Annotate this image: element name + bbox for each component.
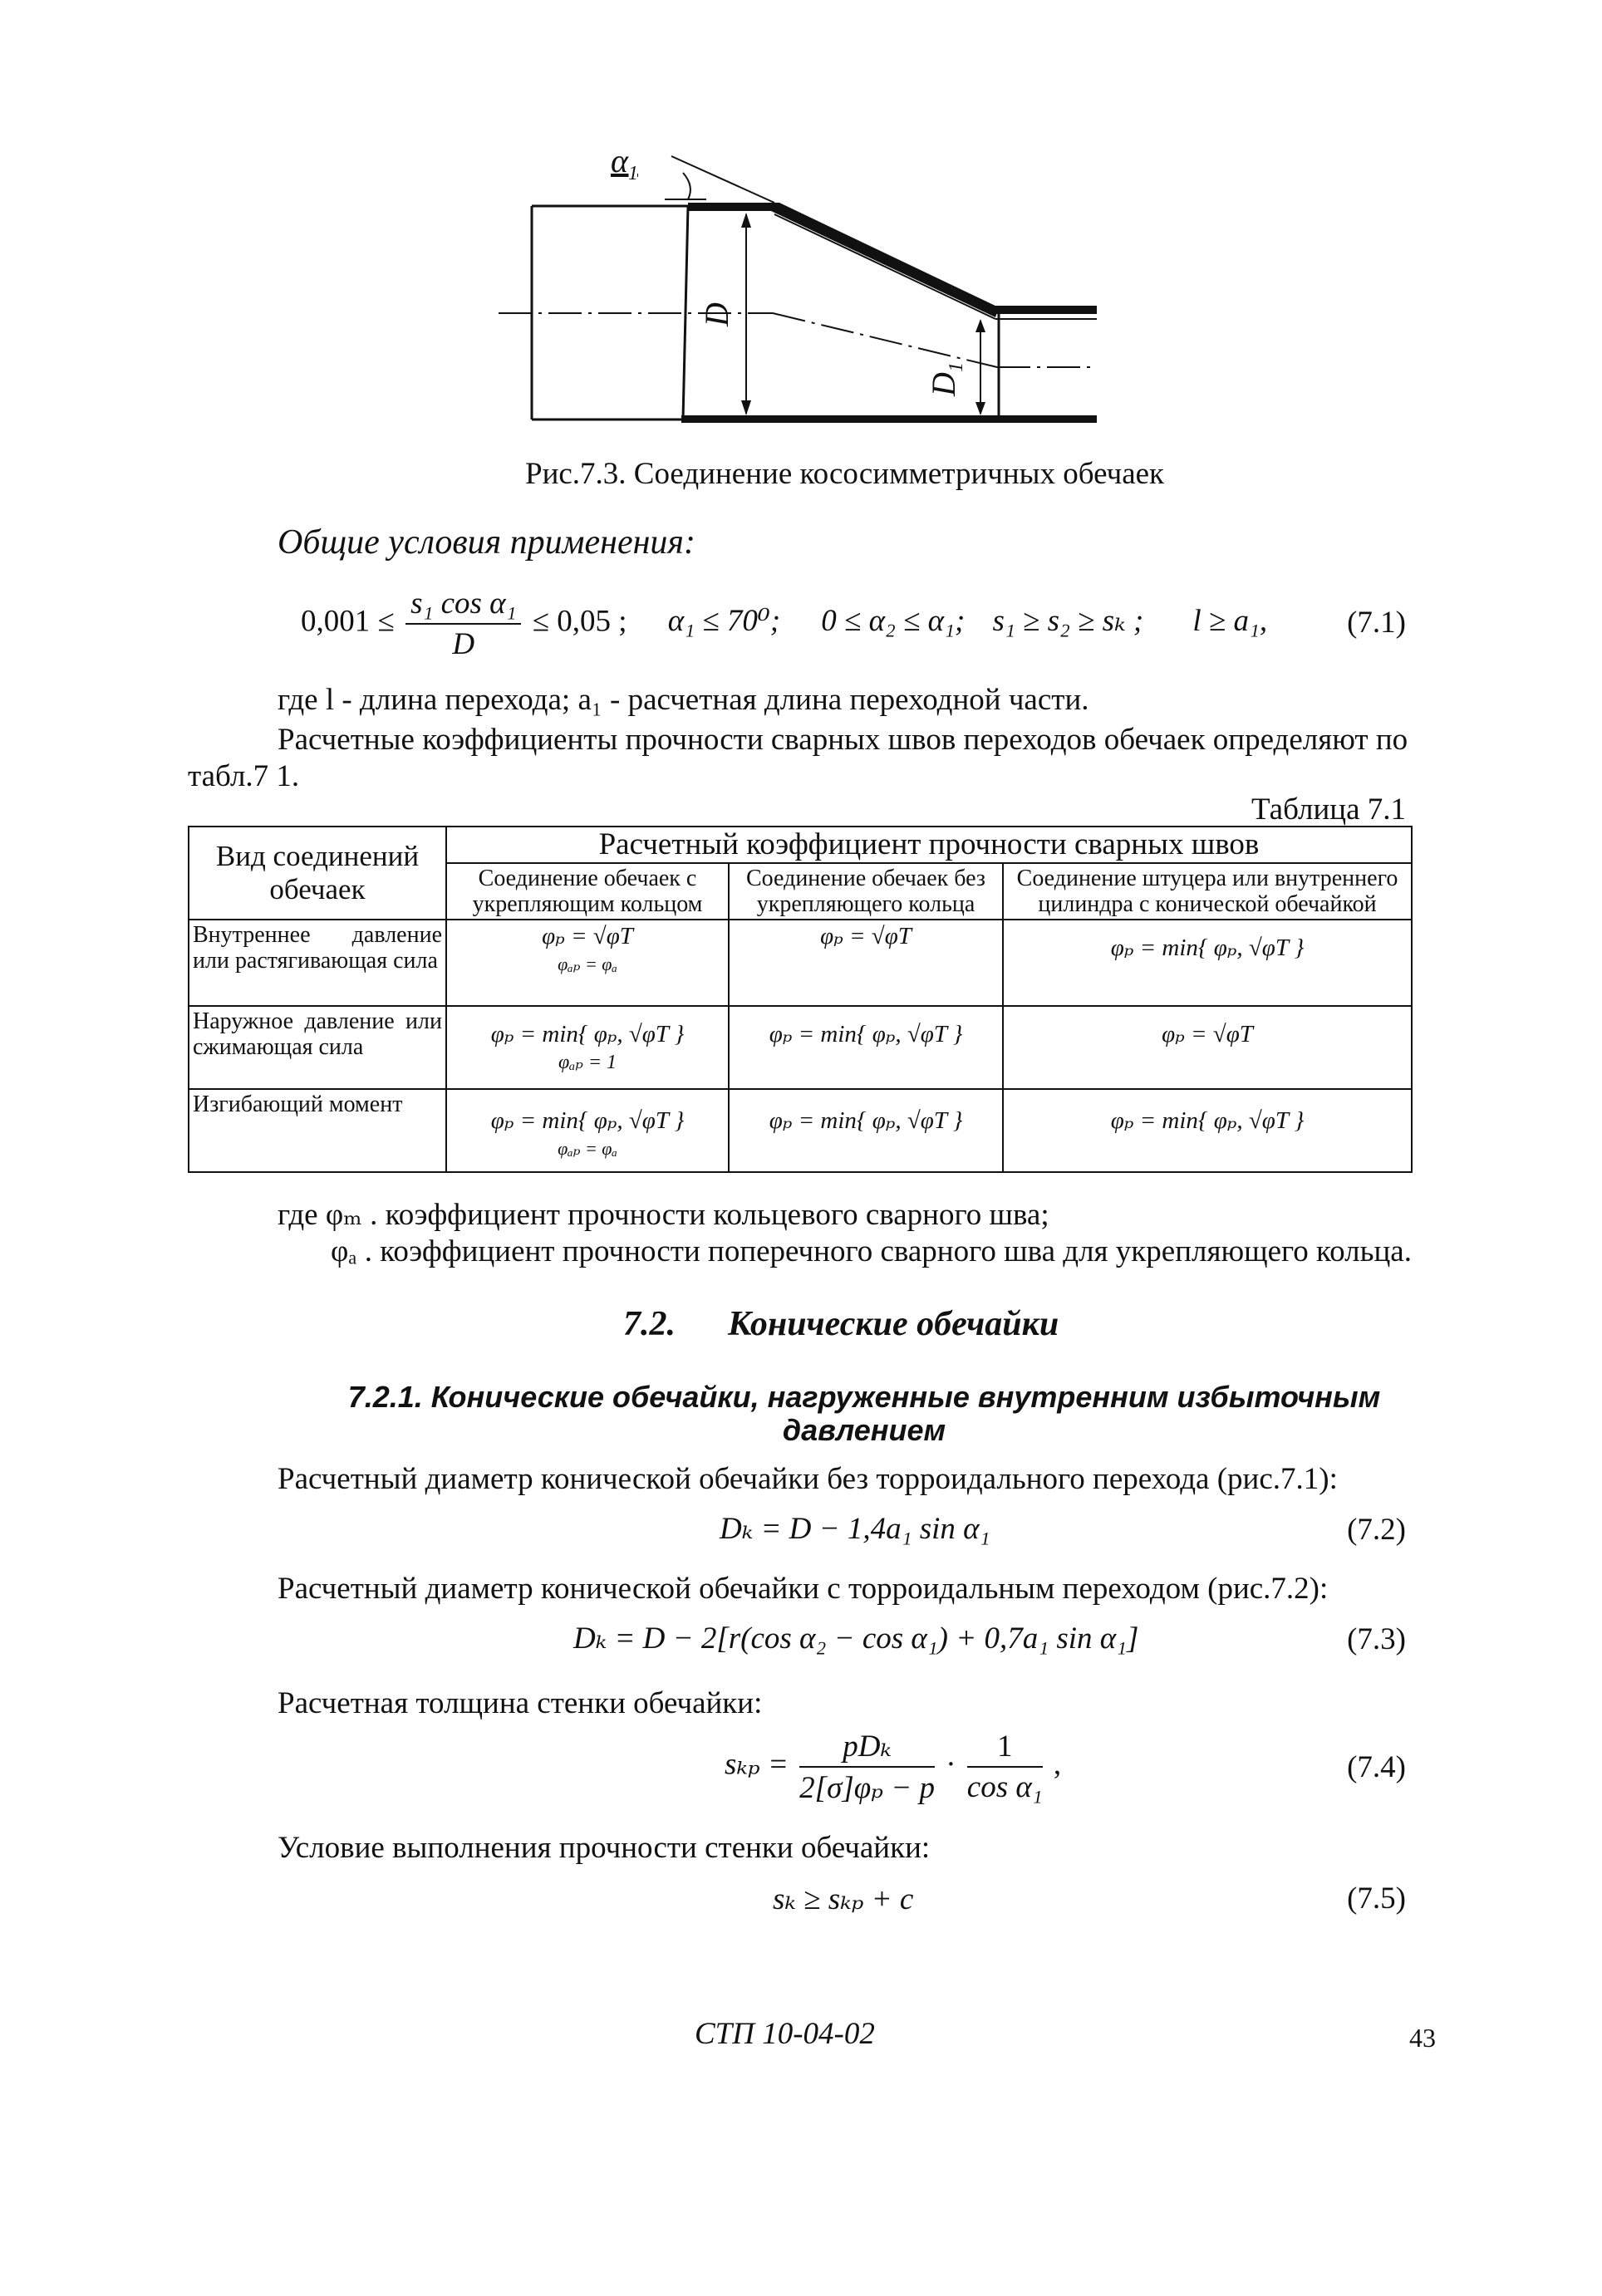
cell-formula: φₚ = √φT φₐₚ = φₐ bbox=[446, 920, 729, 1006]
text-7-3: Расчетный диаметр конической обечайки с торроидальным переходом (рис.7.2): bbox=[278, 1572, 1329, 1606]
formula-number-7-4: (7.4) bbox=[1347, 1750, 1406, 1784]
formula-number-7-2: (7.2) bbox=[1347, 1513, 1406, 1547]
cell-formula: φₚ = min{ φₚ, √φT } φₐₚ = 1 bbox=[446, 1006, 729, 1089]
footer-page-number: 43 bbox=[1409, 2023, 1436, 2053]
table-row bbox=[189, 1006, 1412, 1089]
formula-number-7-5: (7.5) bbox=[1347, 1881, 1406, 1916]
formula-number-7-3: (7.3) bbox=[1347, 1622, 1406, 1656]
text-7-4: Расчетная толщина стенки обечайки: bbox=[278, 1686, 763, 1720]
where-text-2-line-2: φₐ . коэффициент прочности поперечного сварного шва для укрепляющего кольца. bbox=[331, 1234, 1412, 1268]
cell-formula: φₚ = min{ φₚ, √φT } φₐₚ = φₐ bbox=[446, 1089, 729, 1172]
cell-formula: φₚ = √φT bbox=[729, 920, 1003, 1006]
row-label-external-pressure: Наружное давление или сжимающая сила bbox=[189, 1006, 446, 1089]
figure-label-d1: $D_1$ bbox=[924, 362, 967, 396]
section-heading-7-2: 7.2. Конические обечайки bbox=[623, 1305, 1059, 1343]
paragraph-1-line-2: табл.7 1. bbox=[188, 759, 300, 793]
text-7-2: Расчетный диаметр конической обечайки без торроидального перехода (рис.7.1): bbox=[278, 1462, 1338, 1496]
table-header-group: Расчетный коэффициент прочности сварных швов bbox=[446, 827, 1412, 863]
formula-7-2: Dₖ = D − 1,4a₁ sin α₁ bbox=[720, 1512, 990, 1546]
cell-formula: φₚ = min{ φₚ, √φT } bbox=[1003, 1089, 1412, 1172]
footer-document-code: СТП 10-04-02 bbox=[695, 2017, 875, 2051]
paragraph-1-line-1: Расчетные коэффициенты прочности сварных швов переходов обечаек определяют по bbox=[278, 723, 1408, 757]
formula-7-1: 0,001 ≤ $\frac{\text{s₁ cos α₁}}{D}$ ≤ 0,05 ; α₁ ≤ 70⁰; 0 ≤ α₂ ≤ α₁; s₁ ≥ s₂ ≥ sₖ ; l ≥ a₁, bbox=[301, 586, 1268, 661]
formula-7-4: sₖₚ = $\frac{\text{pDₖ}}{\text{2[σ]φₚ − p}}$ · $\frac{1}{\text{cos α₁}}$ , bbox=[725, 1729, 1062, 1805]
table-row bbox=[189, 1089, 1412, 1172]
cell-formula: φₚ = min{ φₚ, √φT } bbox=[729, 1089, 1003, 1172]
cell-formula: φₚ = min{ φₚ, √φT } bbox=[1003, 920, 1412, 1006]
figure-label-alpha: $\alpha_1$ bbox=[611, 142, 638, 184]
row-label-internal-pressure: Внутреннее давление или растягивающая сила bbox=[189, 920, 446, 1006]
cell-formula: φₚ = min{ φₚ, √φT } bbox=[729, 1006, 1003, 1089]
cell-formula: φₚ = √φT bbox=[1003, 1006, 1412, 1089]
table-subheader-nozzle: Соединение штуцера или внутреннего цилиндра с конической обечайкой bbox=[1003, 863, 1412, 920]
figure-7-3-drawing bbox=[499, 141, 1097, 440]
table-header-connection-type: Вид соединений обечаек bbox=[189, 827, 446, 920]
section-heading-7-2-1: 7.2.1. Конические обечайки, нагруженные внутренним избыточным давлением bbox=[347, 1380, 1381, 1447]
formula-7-3: Dₖ = D − 2[r(cos α₂ − cos α₁) + 0,7a₁ sin α₁] bbox=[573, 1621, 1139, 1656]
where-text-1: где l - длина перехода; a₁ - расчетная длина переходной части. bbox=[278, 683, 1089, 717]
figure-label-d: D bbox=[697, 302, 735, 326]
table-subheader-without-ring: Соединение обечаек без укрепляющего кольца bbox=[729, 863, 1003, 920]
table-row bbox=[189, 920, 1412, 1006]
table-subheader-with-ring: Соединение обечаек с укрепляющим кольцом bbox=[446, 863, 729, 920]
where-text-2-line-1: где φₘ . коэффициент прочности кольцевого сварного шва; bbox=[278, 1198, 1049, 1232]
formula-7-5: sₖ ≥ sₖₚ + c bbox=[773, 1882, 914, 1916]
table-caption: Таблица 7.1 bbox=[1251, 792, 1406, 827]
table-7-1 bbox=[188, 826, 1413, 1173]
text-7-5: Условие выполнения прочности стенки обечайки: bbox=[278, 1831, 931, 1865]
formula-number-7-1: (7.1) bbox=[1347, 606, 1406, 640]
figure-caption: Рис.7.3. Соединение кососимметричных обечаек bbox=[525, 457, 1165, 491]
general-conditions-heading: Общие условия применения: bbox=[278, 523, 695, 562]
row-label-bending-moment: Изгибающий момент bbox=[189, 1089, 446, 1172]
